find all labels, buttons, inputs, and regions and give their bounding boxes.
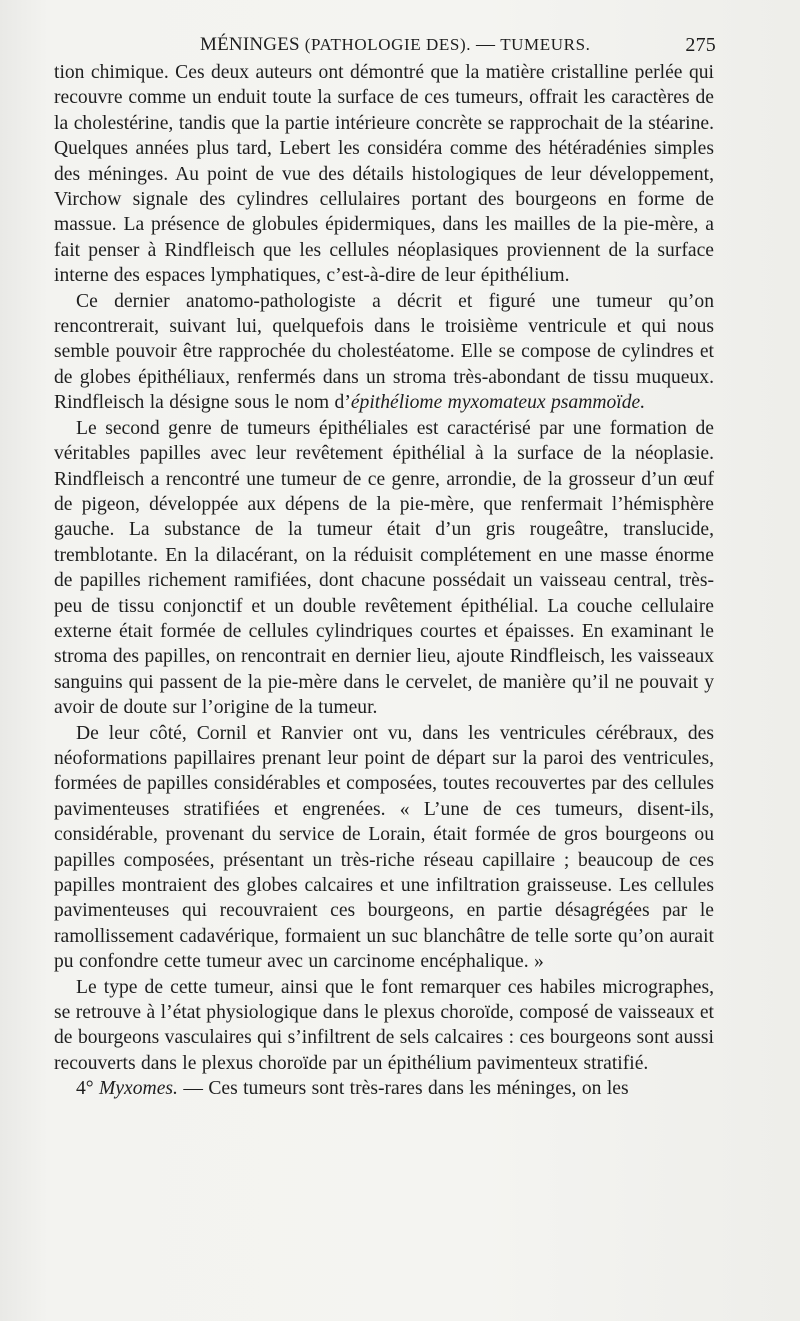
- paragraph-text: De leur côté, Cornil et Ranvier ont vu, dans les ventricules cérébraux, des néoformations papillaires prenant leur point de départ sur la paroi des ventricules, formées de papilles considérables et composées, toutes recouvertes par des cellules pavimenteuses stratifiées et engrenées. « L’une de ces tumeurs, disent-ils, considérable, provenant du service de Lorain, était formée de gros bourgeons ou papilles composées, présentant un très-riche réseau capillaire ; beaucoup de ces papilles montraient des globes calcaires et une infiltration graisseuse. Les cellules pavimenteuses qui recouvraient ces bourgeons, en partie désagrégées par le ramollissement cadavérique, formaient un suc blanchâtre de telle sorte qu’on aurait pu confondre cette tumeur avec un carcinome encéphalique. »: [54, 722, 714, 973]
- paragraph-text: Ce dernier anatomo-pathologiste a décrit et figuré une tumeur qu’on rencontrerait, suivant lui, quelquefois dans le troisième ventricule et qui nous semble pouvoir être rapprochée du cholestéatome. Elle se compose de cylindres et de globes épithéliaux, renfermés dans un stroma très-abondant de tissu muqueux. Rindfleisch la désigne sous le nom d’: [54, 290, 714, 414]
- head-title-main: MÉNINGES: [200, 34, 300, 55]
- page-number: 275: [685, 34, 716, 56]
- paragraph-3: [54, 416, 714, 721]
- paragraph-6: [54, 1076, 714, 1101]
- italic-term: épithéliome myxomateux psammoïde.: [350, 392, 646, 414]
- body-text: [54, 60, 714, 1102]
- head-dash: —: [476, 34, 496, 55]
- running-head-title: [200, 34, 590, 56]
- head-title-paren: (PATHOLOGIE DES).: [304, 35, 472, 54]
- section-number: 4°: [76, 1078, 100, 1100]
- paragraph-text: tion chimique. Ces deux auteurs ont démontré que la matière cristalline perlée qui recouvre comme un enduit toute la surface de ces tumeurs, offrait les caractères de la cholestérine, tandis que la partie intérieure concrète se rapprochait de la stéarine. Quelques années plus tard, Lebert les considéra comme des hétéradénies simples des méninges. Au point de vue des détails histologiques de leur développement, Virchow signale des cylindres cellulaires portant des bourgeons en forme de massue. La présence de globules épidermiques, dans les mailles de la pie-mère, a fait penser à Rindfleisch que les cellules néoplasiques proviennent de la surface interne des espaces lymphatiques, c’est-à-dire de leur épithélium.: [54, 62, 714, 287]
- running-head: [54, 30, 714, 60]
- section-heading: Myxomes.: [99, 1078, 178, 1100]
- paragraph-1: [54, 60, 714, 289]
- paragraph-text: Le second genre de tumeurs épithéliales est caractérisé par une formation de véritables papilles avec leur revêtement épithélial à la surface de la néoplasie. Rindfleisch a rencontré une tumeur de ce genre, arrondie, de la grosseur d’un œuf de pigeon, développée aux dépens de la pie-mère, que renfermait l’hémisphère gauche. La substance de la tumeur était d’un gris rougeâtre, translucide, tremblotante. En la dilacérant, on la réduisit complétement en une masse énorme de papilles richement ramifiées, dont chacune possédait un vaisseau central, très-peu de tissu conjonctif et un double revêtement épithélial. La couche cellulaire externe était formée de cellules cylindriques courtes et épaisses. En examinant le stroma des papilles, on rencontrait en dernier lieu, ajoute Rindfleisch, les vaisseaux sanguins qui passent de la pie-mère dans le cervelet, de manière qu’il ne pouvait y avoir de doute sur l’origine de la tumeur.: [54, 417, 714, 719]
- paragraph-2: [54, 289, 714, 416]
- paragraph-4: [54, 721, 714, 975]
- paragraph-text: Le type de cette tumeur, ainsi que le font remarquer ces habiles micrographes, se retrouve à l’état physiologique dans le plexus choroïde, composé de vaisseaux et de bourgeons vasculaires qui s’infiltrent de sels calcaires : ces bourgeons sont aussi recouverts dans le plexus choroïde par un épithélium pavimenteux stratifié.: [54, 976, 714, 1074]
- paragraph-text: — Ces tumeurs sont très-rares dans les méninges, on les: [177, 1078, 629, 1100]
- paragraph-5: [54, 975, 714, 1077]
- head-subtitle: TUMEURS.: [500, 35, 591, 54]
